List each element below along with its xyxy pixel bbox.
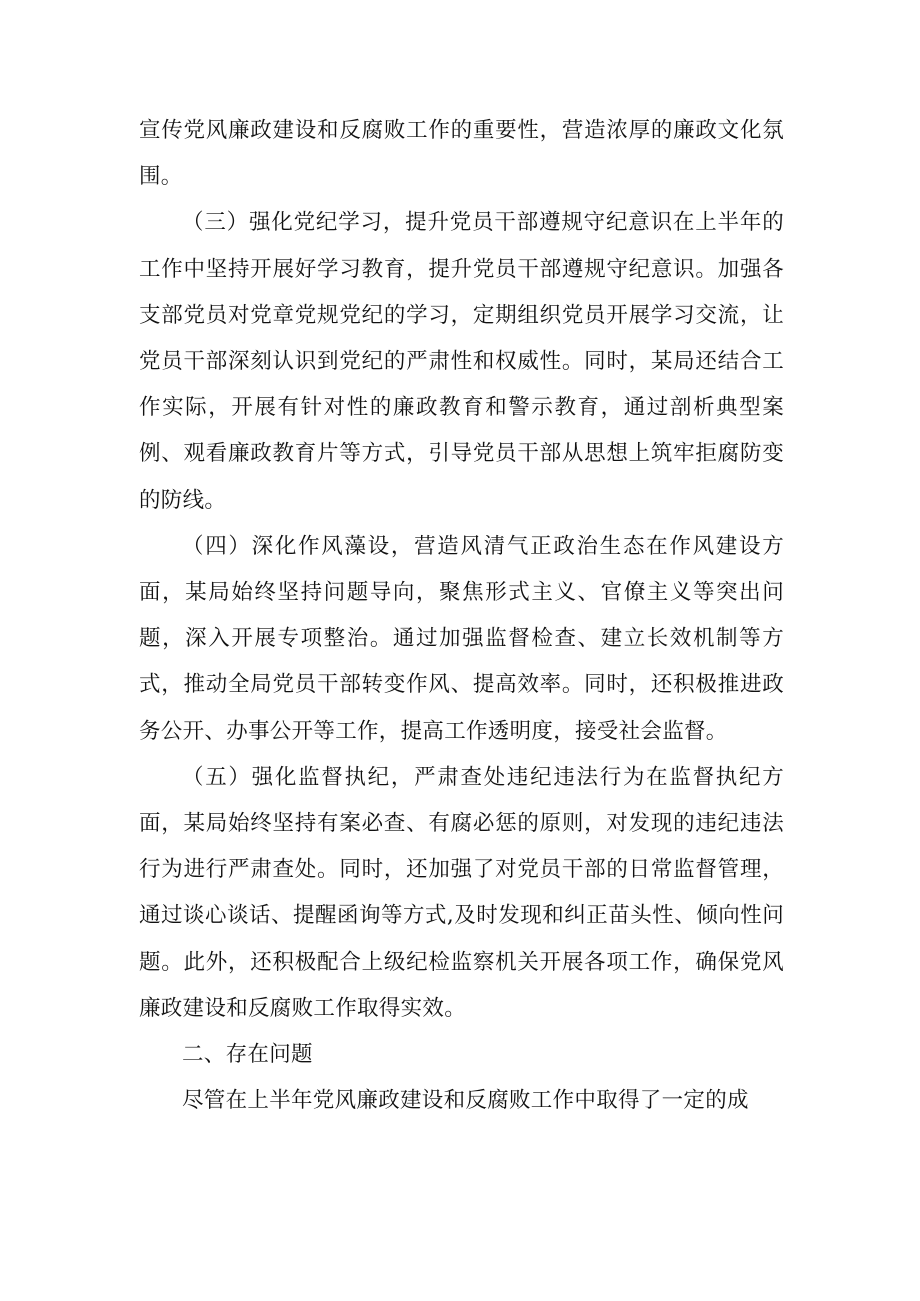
paragraph-intro-continuation: 宣传党风廉政建设和反腐败工作的重要性，营造浓厚的廉政文化氛围。 [139, 118, 784, 190]
heading-existing-problems: 二、存在问题 [182, 1042, 313, 1068]
paragraph-section-three: （三）强化党纪学习，提升党员干部遵规守纪意识在上半年的工作中坚持开展好学习教育，提升党员干部遵规守纪意识。加强各支部党员对党章党规党纪的学习，定期组织党员开展学习交流，让党员干部深刻认识到党纪的严肃性和权威性。同时，某局还结合工作实际，开展有针对性的廉政教育和警示教育，通过剖析典型案例、观看廉政教育片等方式，引导党员干部从思想上筑牢拒腐防变的防线。 [139, 210, 784, 513]
paragraph-section-four: （四）深化作风藻设，营造风清气正政治生态在作风建设方面，某局始终坚持问题导向，聚焦形式主义、官僚主义等突出问题，深入开展专项整治。通过加强监督检查、建立长效机制等方式，推动全局党员干部转变作风、提高效率。同时，还积极推进政务公开、办事公开等工作，提高工作透明度，接受社会监督。 [139, 533, 784, 744]
document-body [139, 108, 784, 1124]
paragraph-section-five: （五）强化监督执纪，严肃查处违纪违法行为在监督执纪方面，某局始终坚持有案必查、有腐必惩的原则，对发现的违纪违法行为进行严肃查处。同时，还加强了对党员干部的日常监督管理，通过谈心谈话、提醒函询等方式,及时发现和纠正苗头性、倾向性问题。此外，还积极配合上级纪检监察机关开展各项工作，确保党风廉政建设和反腐败工作取得实效。 [139, 764, 784, 1021]
paragraph-problems-intro: 尽管在上半年党风廉政建设和反腐败工作中取得了一定的成 [182, 1088, 749, 1114]
